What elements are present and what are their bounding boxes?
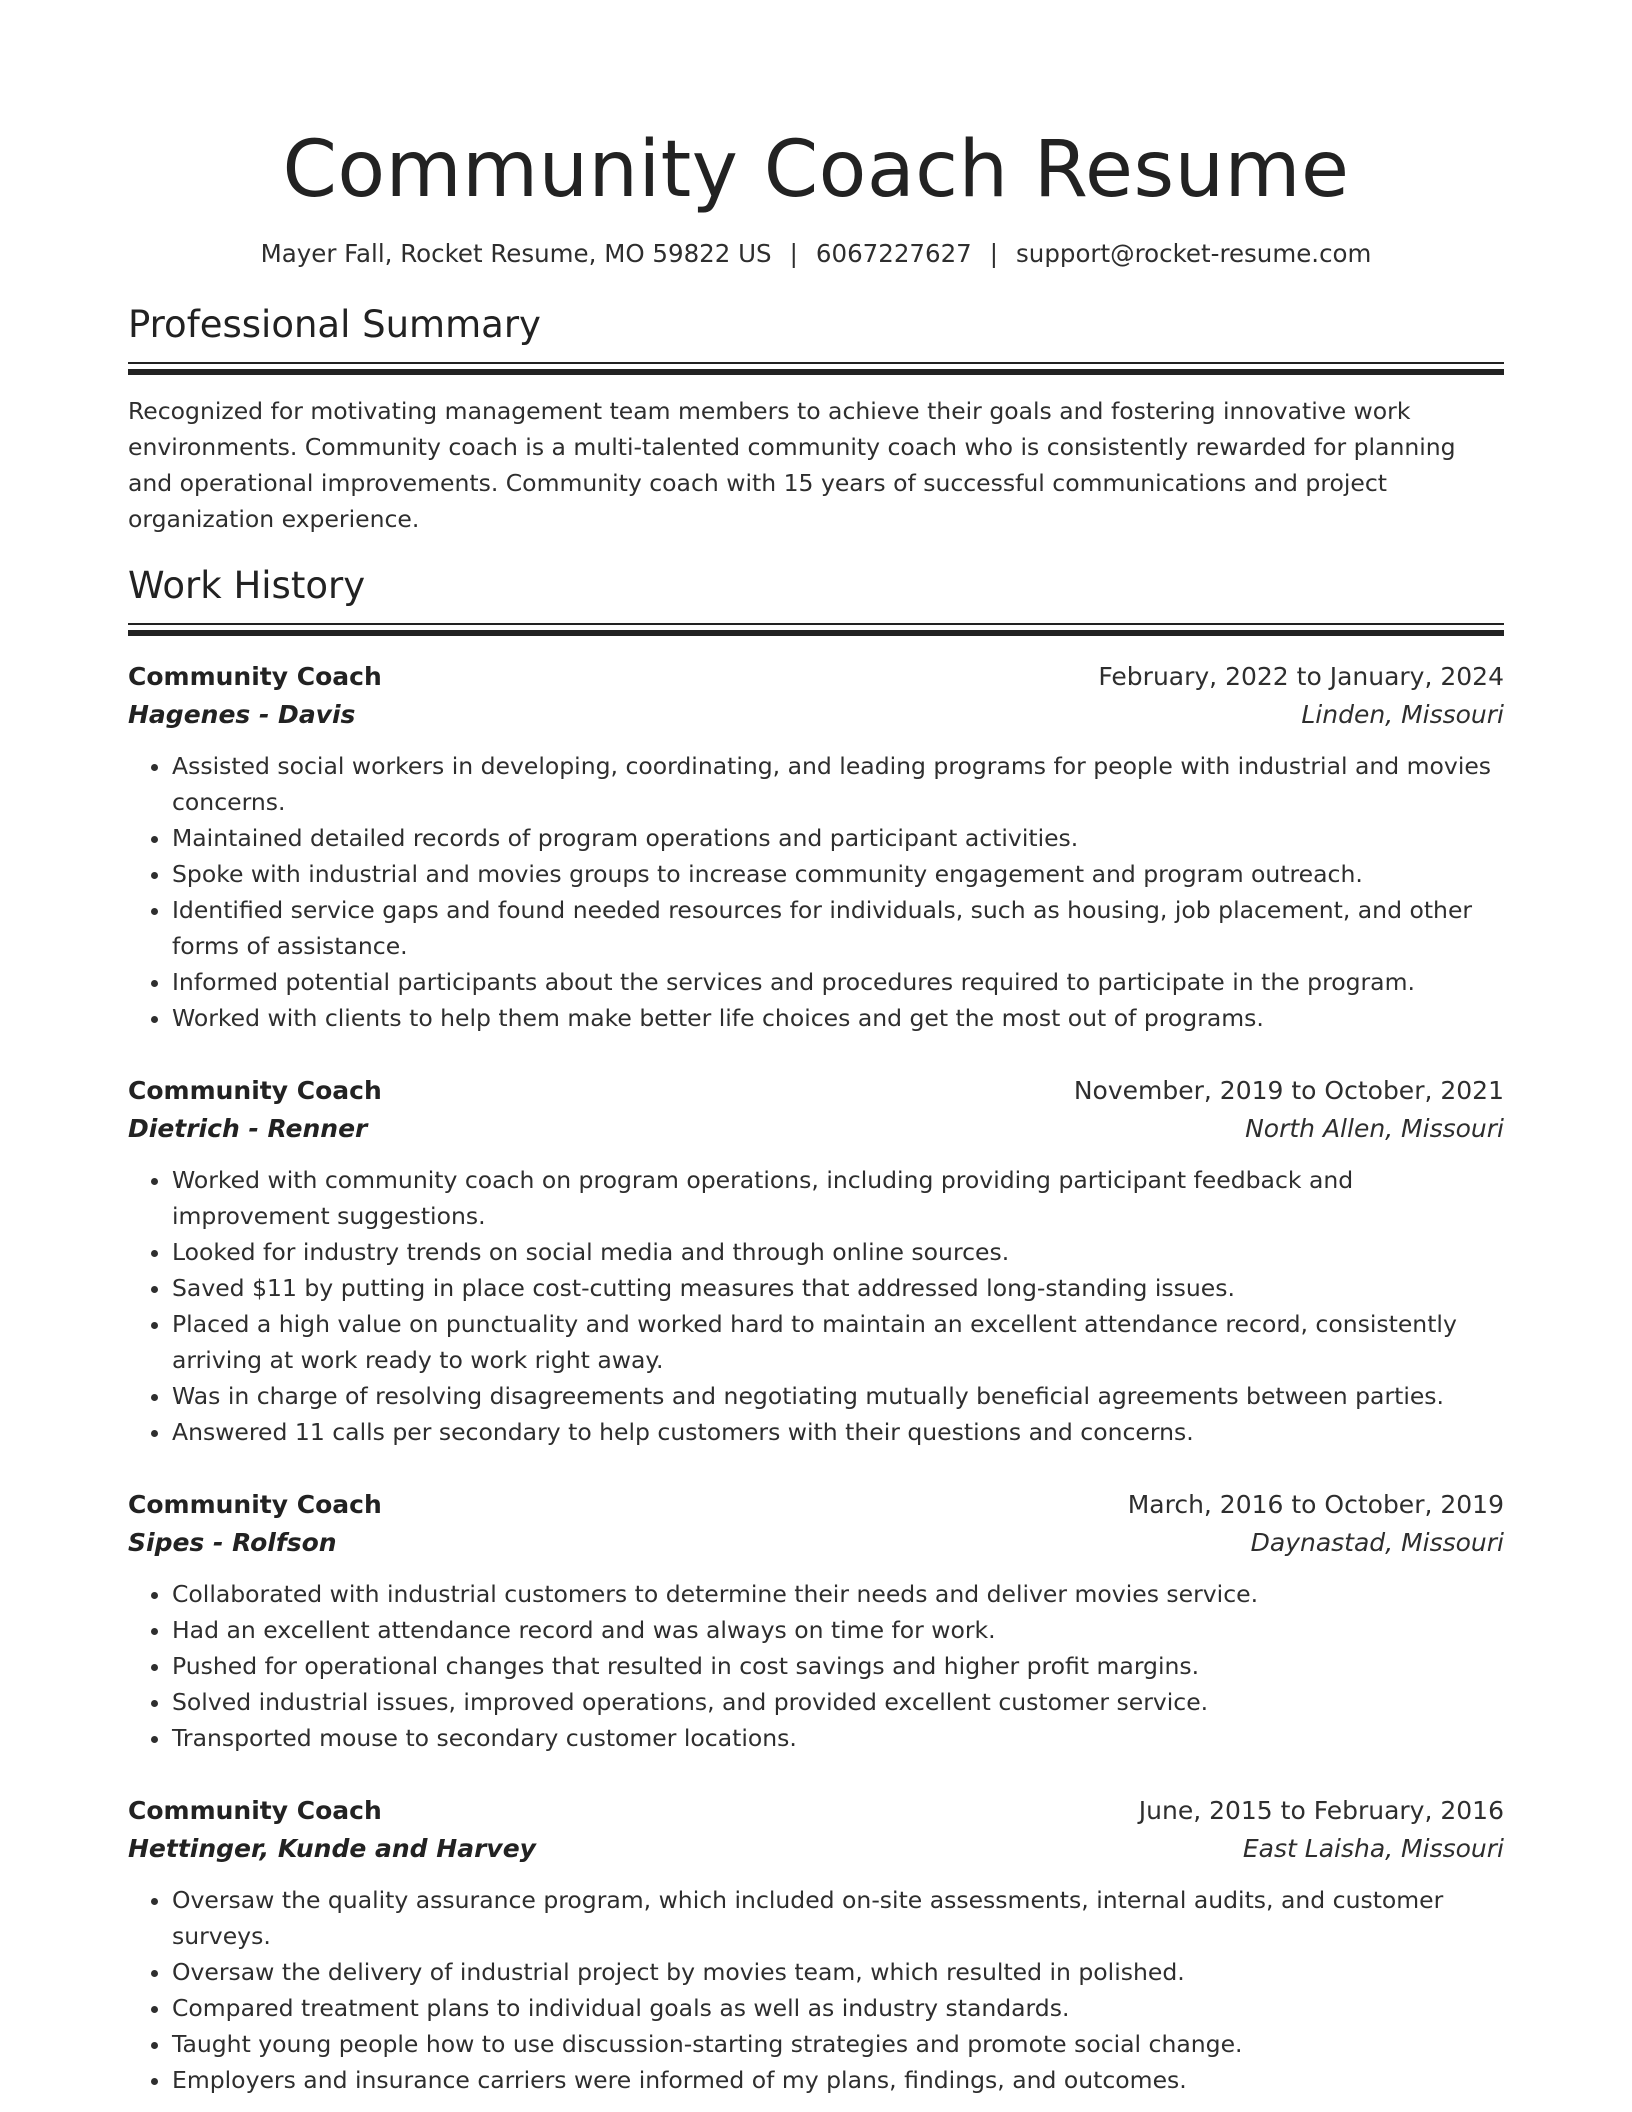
job-bullet: • Worked with community coach on program operations, including providing participant feedback and improvement suggestions. [172, 1162, 1504, 1234]
job-employer-row [128, 696, 1504, 734]
job-bullet: • Transported mouse to secondary customer locations. [172, 1720, 1504, 1756]
section-divider [128, 623, 1504, 636]
job-list [128, 658, 1504, 2098]
professional-summary-section [128, 302, 1504, 537]
job-bullet: • Oversaw the delivery of industrial project by movies team, which resulted in polished. [172, 1954, 1504, 1990]
job-employer-row [128, 1110, 1504, 1148]
section-heading-work-history: Work History [128, 564, 366, 607]
contact-separator: | [789, 239, 798, 268]
job-bullet: • Compared treatment plans to individual goals as well as industry standards. [172, 1990, 1504, 2026]
job-bullet: • Assisted social workers in developing, coordinating, and leading programs for people with industrial and movies concerns. [172, 748, 1504, 820]
job-location: Daynastad, Missouri [1250, 1528, 1504, 1557]
work-history-section [128, 563, 1504, 2098]
job-bullets [128, 1576, 1504, 1756]
contact-separator: | [989, 239, 999, 268]
job-location: East Laisha, Missouri [1242, 1834, 1504, 1863]
job-company: Sipes - Rolfson [128, 1528, 337, 1557]
section-divider [128, 362, 1504, 375]
contact-line [128, 238, 1504, 270]
section-heading-summary: Professional Summary [128, 303, 541, 346]
job-bullets [128, 1162, 1504, 1450]
job-bullet: • Taught young people how to use discussion-starting strategies and promote social change. [172, 2026, 1504, 2062]
job-dates: June, 2015 to February, 2016 [1138, 1796, 1504, 1825]
job-bullet: • Was in charge of resolving disagreements and negotiating mutually beneficial agreements between parties. [172, 1378, 1504, 1414]
job-entry [128, 1072, 1504, 1450]
job-bullet: • Identified service gaps and found needed resources for individuals, such as housing, job placement, and other forms of assistance. [172, 892, 1504, 964]
job-bullet: • Maintained detailed records of program operations and participant activities. [172, 820, 1504, 856]
job-dates: February, 2022 to January, 2024 [1098, 662, 1504, 691]
job-bullet: • Solved industrial issues, improved operations, and provided excellent customer service. [172, 1684, 1504, 1720]
resume-page [128, 0, 1504, 2098]
job-dates: March, 2016 to October, 2019 [1127, 1490, 1504, 1519]
job-location: Linden, Missouri [1301, 700, 1504, 729]
contact-email: support@rocket-resume.com [1016, 239, 1372, 268]
job-title: Community Coach [128, 662, 382, 691]
job-bullets [128, 1882, 1504, 2098]
job-header-row [128, 1072, 1504, 1110]
job-bullet: • Oversaw the quality assurance program, which included on-site assessments, internal audits, and customer surveys. [172, 1882, 1504, 1954]
job-bullet: • Looked for industry trends on social media and through online sources. [172, 1234, 1504, 1270]
job-bullet: • Placed a high value on punctuality and worked hard to maintain an excellent attendance record, consistently arriving at work ready to work right away. [172, 1306, 1504, 1378]
job-entry [128, 1792, 1504, 2098]
job-employer-row [128, 1524, 1504, 1562]
job-header-row [128, 1486, 1504, 1524]
job-bullet: • Saved $11 by putting in place cost-cutting measures that addressed long-standing issues. [172, 1270, 1504, 1306]
job-entry [128, 658, 1504, 1036]
job-bullets [128, 748, 1504, 1036]
job-company: Dietrich - Renner [128, 1114, 368, 1143]
job-bullet: • Collaborated with industrial customers to determine their needs and deliver movies service. [172, 1576, 1504, 1612]
job-employer-row [128, 1830, 1504, 1868]
contact-address: Mayer Fall, Rocket Resume, MO 59822 US [260, 239, 772, 268]
job-location: North Allen, Missouri [1245, 1114, 1504, 1143]
job-title: Community Coach [128, 1796, 382, 1825]
job-bullet: • Pushed for operational changes that resulted in cost savings and higher profit margins. [172, 1648, 1504, 1684]
resume-title: Community Coach Resume [282, 125, 1350, 215]
job-bullet: • Had an excellent attendance record and was always on time for work. [172, 1612, 1504, 1648]
job-company: Hettinger, Kunde and Harvey [128, 1834, 536, 1863]
job-company: Hagenes - Davis [128, 700, 356, 729]
job-title: Community Coach [128, 1490, 382, 1519]
job-bullet: • Spoke with industrial and movies groups to increase community engagement and program outreach. [172, 856, 1504, 892]
summary-text: Recognized for motivating management team members to achieve their goals and fostering innovative work environments. Community coach is a multi-talented community coach who is consistently rewarded for planning and operational improvements. Community coach with 15 years of successful communications and project organization experience. [128, 397, 1456, 533]
job-entry [128, 1486, 1504, 1756]
job-bullet: • Employers and insurance carriers were informed of my plans, findings, and outcomes. [172, 2062, 1504, 2098]
job-bullet: • Worked with clients to help them make better life choices and get the most out of programs. [172, 1000, 1504, 1036]
job-bullet: • Informed potential participants about the services and procedures required to participate in the program. [172, 964, 1504, 1000]
job-dates: November, 2019 to October, 2021 [1073, 1076, 1504, 1105]
job-title: Community Coach [128, 1076, 382, 1105]
job-header-row [128, 658, 1504, 696]
job-header-row [128, 1792, 1504, 1830]
job-bullet: • Answered 11 calls per secondary to help customers with their questions and concerns. [172, 1414, 1504, 1450]
contact-phone: 6067227627 [815, 239, 972, 268]
